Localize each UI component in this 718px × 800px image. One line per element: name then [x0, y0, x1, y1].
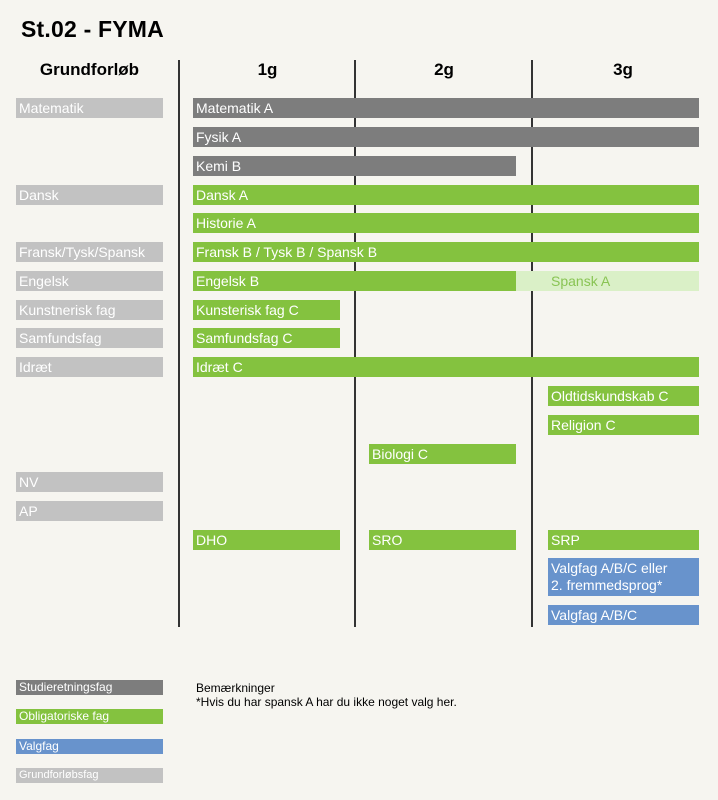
subject-bar-valgfag: Valgfag A/B/C	[548, 605, 699, 625]
subject-bar-biologi-c: Biologi C	[369, 444, 516, 464]
subject-bar-valgfag-fremmedsprog	[548, 558, 699, 596]
grundforlob-engelsk: Engelsk	[16, 271, 163, 291]
column-header-grundforlob: Grundforløb	[39, 60, 140, 79]
subject-bar-samfundsfag-c: Samfundsfag C	[193, 328, 340, 348]
subject-bar-religion-c: Religion C	[548, 415, 699, 435]
notes-heading: Bemærkninger	[196, 681, 275, 695]
notes	[196, 681, 457, 709]
notes-text: *Hvis du har spansk A har du ikke noget valg her.	[196, 695, 457, 709]
subject-bar-sro: SRO	[369, 530, 516, 550]
valgfag-fremmedsprog-line1: Valgfag A/B/C eller	[551, 560, 668, 576]
grundforlob-sprog: Fransk/Tysk/Spansk	[16, 242, 163, 262]
legend-studieretningsfag: Studieretningsfag	[16, 680, 163, 695]
valgfag-fremmedsprog-line2: 2. fremmedsprog*	[551, 577, 663, 593]
subject-bar-dho: DHO	[193, 530, 340, 550]
grundforlob-samfundsfag: Samfundsfag	[16, 328, 163, 348]
subject-bar-idraet-c: Idræt C	[193, 357, 699, 377]
subject-bar-historie-a: Historie A	[193, 213, 699, 233]
divider-1g	[178, 60, 180, 627]
legend-valgfag: Valgfag	[16, 739, 163, 754]
legend-grundforlobsfag: Grundforløbsfag	[16, 768, 163, 783]
subject-bar-spansk-a: Spansk A	[516, 271, 699, 291]
grundforlob-kunstnerisk: Kunstnerisk fag	[16, 300, 163, 320]
column-header-2g: 2g	[434, 60, 454, 79]
column-header-3g: 3g	[613, 60, 633, 79]
grundforlob-ap: AP	[16, 501, 163, 521]
subject-bar-matematik-a: Matematik A	[193, 98, 699, 118]
subject-bar-kunstnerisk-c: Kunsterisk fag C	[193, 300, 340, 320]
grundforlob-idraet: Idræt	[16, 357, 163, 377]
legend-obligatoriske-fag: Obligatoriske fag	[16, 709, 163, 724]
subject-bar-oldtid-c: Oldtidskundskab C	[548, 386, 699, 406]
subject-bar-dansk-a: Dansk A	[193, 185, 699, 205]
grundforlob-matematik: Matematik	[16, 98, 163, 118]
grundforlob-dansk: Dansk	[16, 185, 163, 205]
subject-bar-engelsk-b: Engelsk B	[193, 271, 516, 291]
column-header-1g: 1g	[257, 60, 278, 79]
subject-bar-sprog-b: Fransk B / Tysk B / Spansk B	[193, 242, 699, 262]
subject-bar-fysik-a: Fysik A	[193, 127, 699, 147]
subject-bar-kemi-b: Kemi B	[193, 156, 516, 176]
subject-bar-srp: SRP	[548, 530, 699, 550]
grundforlob-nv: NV	[16, 472, 163, 492]
page-title: St.02 - FYMA	[21, 16, 164, 42]
